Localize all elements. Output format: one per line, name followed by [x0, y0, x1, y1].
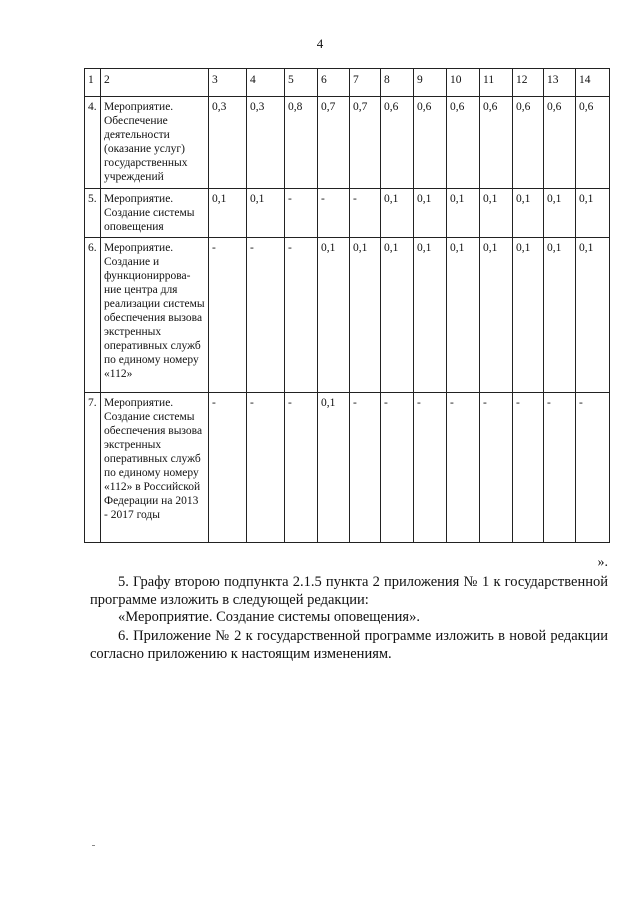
paragraph-5-quote: «Мероприятие. Создание системы оповещения». — [118, 609, 420, 625]
value-cell: 0,1 — [447, 238, 480, 393]
value-cell: 0,1 — [513, 238, 544, 393]
value-cell: - — [513, 393, 544, 543]
row-number: 7. — [85, 393, 101, 543]
header-cell: 10 — [447, 69, 480, 97]
value-cell: 0,3 — [247, 97, 285, 189]
value-cell: 0,1 — [513, 189, 544, 238]
header-cell: 4 — [247, 69, 285, 97]
value-cell: - — [247, 238, 285, 393]
header-cell: 3 — [209, 69, 247, 97]
value-cell: 0,1 — [576, 238, 610, 393]
value-cell: 0,1 — [544, 189, 576, 238]
value-cell: - — [285, 238, 318, 393]
header-cell: 2 — [101, 69, 209, 97]
value-cell: 0,1 — [414, 189, 447, 238]
table-row — [85, 393, 610, 543]
closing-quote: ». — [597, 555, 608, 570]
value-cell: 0,6 — [513, 97, 544, 189]
value-cell: 0,6 — [480, 97, 513, 189]
value-cell: - — [285, 393, 318, 543]
value-cell: 0,7 — [350, 97, 381, 189]
page-number: 4 — [316, 36, 324, 51]
table-row — [85, 189, 610, 238]
value-cell: 0,1 — [414, 238, 447, 393]
value-cell: 0,6 — [576, 97, 610, 189]
value-cell: - — [447, 393, 480, 543]
value-cell: 0,1 — [209, 189, 247, 238]
header-cell: 13 — [544, 69, 576, 97]
value-cell: - — [414, 393, 447, 543]
measure-name: Мероприятие. Создание и функциониррова-ние центра для реализации системы обеспечения вызова экстренных оперативных служб по единому номеру «112» — [101, 238, 209, 393]
header-cell: 14 — [576, 69, 610, 97]
value-cell: - — [350, 393, 381, 543]
value-cell: 0,1 — [247, 189, 285, 238]
value-cell: 0,1 — [350, 238, 381, 393]
row-number: 5. — [85, 189, 101, 238]
value-cell: 0,7 — [318, 97, 350, 189]
value-cell: 0,1 — [381, 238, 414, 393]
header-cell: 5 — [285, 69, 318, 97]
measure-name: Мероприятие. Создание системы оповещения — [101, 189, 209, 238]
value-cell: 0,1 — [447, 189, 480, 238]
value-cell: 0,1 — [318, 393, 350, 543]
value-cell: - — [209, 238, 247, 393]
table-header-row — [85, 69, 610, 97]
value-cell: - — [350, 189, 381, 238]
value-cell: 0,6 — [544, 97, 576, 189]
measures-table — [84, 68, 610, 543]
value-cell: 0,1 — [381, 189, 414, 238]
value-cell: 0,1 — [480, 189, 513, 238]
measure-name: Мероприятие. Создание системы обеспечения вызова экстренных оперативных служб по единому номеру «112» в Российской Федерации на 2013 - 2017 годы — [101, 393, 209, 543]
value-cell: - — [285, 189, 318, 238]
table-row — [85, 97, 610, 189]
value-cell: - — [381, 393, 414, 543]
value-cell: - — [480, 393, 513, 543]
row-number: 4. — [85, 97, 101, 189]
measure-name: Мероприятие. Обеспечение деятельности (оказание услуг) государственных учреждений — [101, 97, 209, 189]
header-cell: 7 — [350, 69, 381, 97]
header-cell: 11 — [480, 69, 513, 97]
value-cell: 0,1 — [544, 238, 576, 393]
scan-mark — [92, 845, 95, 846]
value-cell: 0,6 — [447, 97, 480, 189]
header-cell: 8 — [381, 69, 414, 97]
value-cell: 0,6 — [414, 97, 447, 189]
value-cell: - — [247, 393, 285, 543]
header-cell: 1 — [85, 69, 101, 97]
value-cell: 0,6 — [381, 97, 414, 189]
value-cell: - — [576, 393, 610, 543]
header-cell: 9 — [414, 69, 447, 97]
header-cell: 12 — [513, 69, 544, 97]
value-cell: 0,3 — [209, 97, 247, 189]
table-row — [85, 238, 610, 393]
value-cell: 0,1 — [318, 238, 350, 393]
value-cell: 0,1 — [576, 189, 610, 238]
value-cell: - — [544, 393, 576, 543]
paragraph-5: 5. Графу второю подпункта 2.1.5 пункта 2 приложения № 1 к государственной программе изложить в следующей редакции: — [90, 574, 608, 608]
value-cell: 0,1 — [480, 238, 513, 393]
header-cell: 6 — [318, 69, 350, 97]
value-cell: 0,8 — [285, 97, 318, 189]
value-cell: - — [209, 393, 247, 543]
row-number: 6. — [85, 238, 101, 393]
value-cell: - — [318, 189, 350, 238]
paragraph-6: 6. Приложение № 2 к государственной программе изложить в новой редакции согласно приложению к настоящим изменениям. — [90, 628, 608, 662]
